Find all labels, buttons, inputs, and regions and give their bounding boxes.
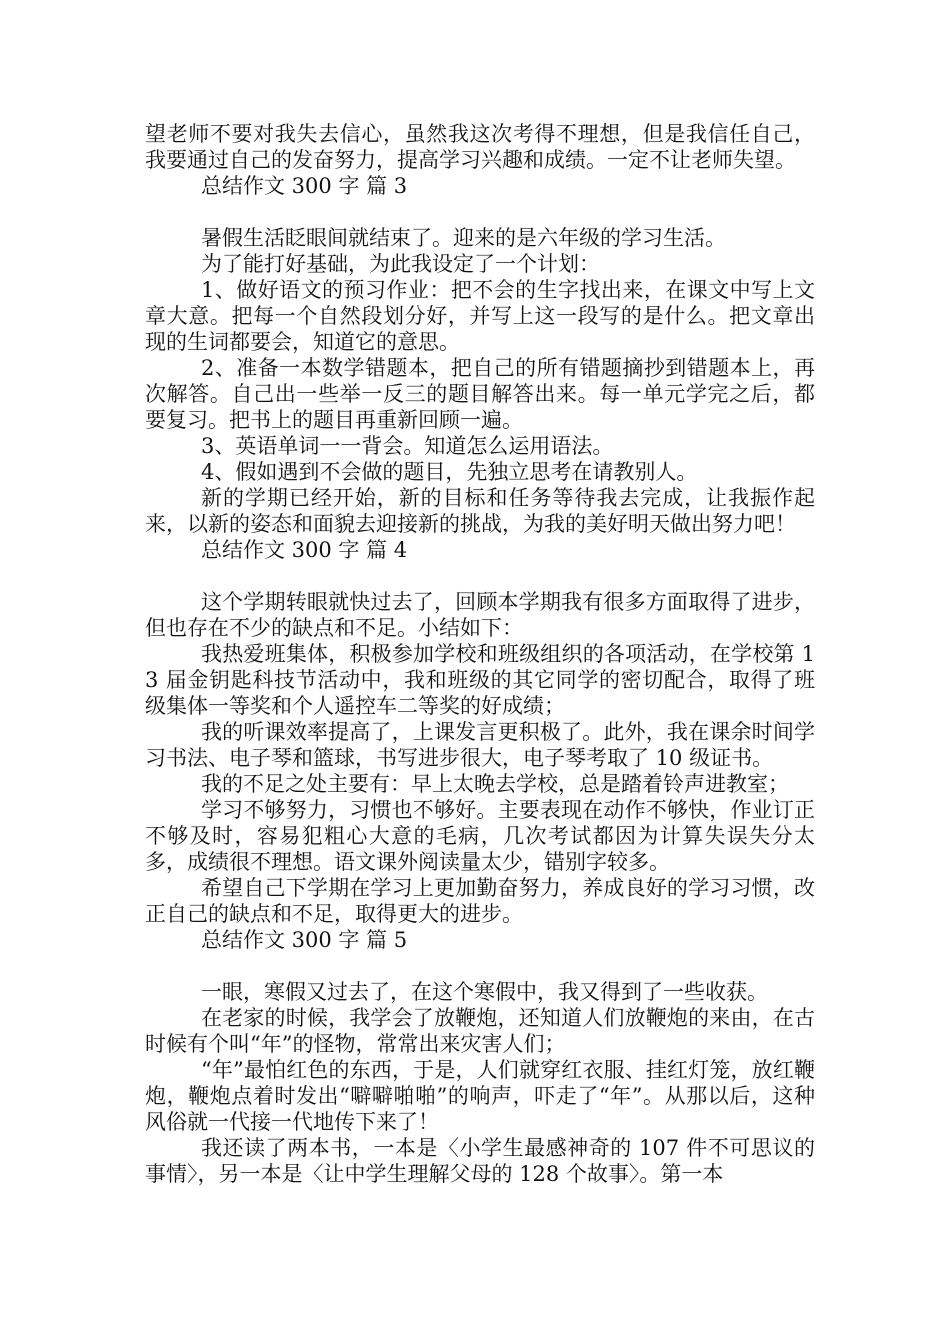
section-heading: 总结作文 300 字 篇 4 [201,538,408,562]
paragraph: 在老家的时候，我学会了放鞭炮，还知道人们放鞭炮的来由，在古时候有个叫“年”的怪物，常常出来灾害人们； [145,1006,815,1056]
paragraph: 4、假如遇到不会做的题目，先独立思考在请教别人。 [201,460,698,484]
paragraph: 希望自己下学期在学习上更加勤奋努力，养成良好的学习习惯，改正自己的缺点和不足，取得更大的进步。 [145,876,815,926]
paragraph: “年”最怕红色的东西，于是，人们就穿红衣服、挂红灯笼，放红鞭炮，鞭炮点着时发出“噼噼啪啪”的响声，吓走了“年”。从那以后，这种风俗就一代接一代地传下来了！ [145,1058,815,1134]
section-heading: 总结作文 300 字 篇 3 [201,174,408,198]
paragraph: 我还读了两本书，一本是〈小学生最感神奇的 107 件不可思议的事情〉，另一本是〈让中学生理解父母的 128 个故事〉。第一本 [145,1136,815,1186]
paragraph: 一眼，寒假又过去了，在这个寒假中，我又得到了一些收获。 [201,980,768,1004]
section-heading: 总结作文 300 字 篇 5 [201,928,408,952]
paragraph: 2、准备一本数学错题本，把自己的所有错题摘抄到错题本上，再次解答。自己出一些举一反三的题目解答出来。每一单元学完之后，都要复习。把书上的题目再重新回顾一遍。 [145,356,815,432]
paragraph: 为了能打好基础，为此我设定了一个计划： [201,252,600,276]
paragraph: 1、做好语文的预习作业：把不会的生字找出来，在课文中写上文章大意。把每一个自然段划分好，并写上这一段写的是什么。把文章出现的生词都要会，知道它的意思。 [145,278,815,354]
paragraph: 这个学期转眼就快过去了，回顾本学期我有很多方面取得了进步，但也存在不少的缺点和不足。小结如下： [145,590,815,640]
document-page [145,121,815,1187]
paragraph: 3、英语单词一一背会。知道怎么运用语法。 [201,434,614,458]
paragraph: 望老师不要对我失去信心，虽然我这次考得不理想，但是我信任自己，我要通过自己的发奋努力，提高学习兴趣和成绩。一定不让老师失望。 [145,122,815,172]
paragraph: 学习不够努力，习惯也不够好。主要表现在动作不够快，作业订正不够及时，容易犯粗心大意的毛病，几次考试都因为计算失误失分太多，成绩很不理想。语文课外阅读量太少，错别字较多。 [145,798,815,874]
paragraph: 新的学期已经开始，新的目标和任务等待我去完成，让我振作起来，以新的姿态和面貌去迎接新的挑战，为我的美好明天做出努力吧！ [145,486,815,536]
paragraph: 我的不足之处主要有：早上太晚去学校，总是踏着铃声进教室； [201,772,789,796]
paragraph: 我的听课效率提高了，上课发言更积极了。此外，我在课余时间学习书法、电子琴和篮球，书写进步很大，电子琴考取了 10 级证书。 [145,720,815,770]
paragraph: 暑假生活眨眼间就结束了。迎来的是六年级的学习生活。 [201,226,726,250]
paragraph: 我热爱班集体，积极参加学校和班级组织的各项活动，在学校第 13 届金钥匙科技节活动中，我和班级的其它同学的密切配合，取得了班级集体一等奖和个人遥控车二等奖的好成绩； [145,642,815,718]
